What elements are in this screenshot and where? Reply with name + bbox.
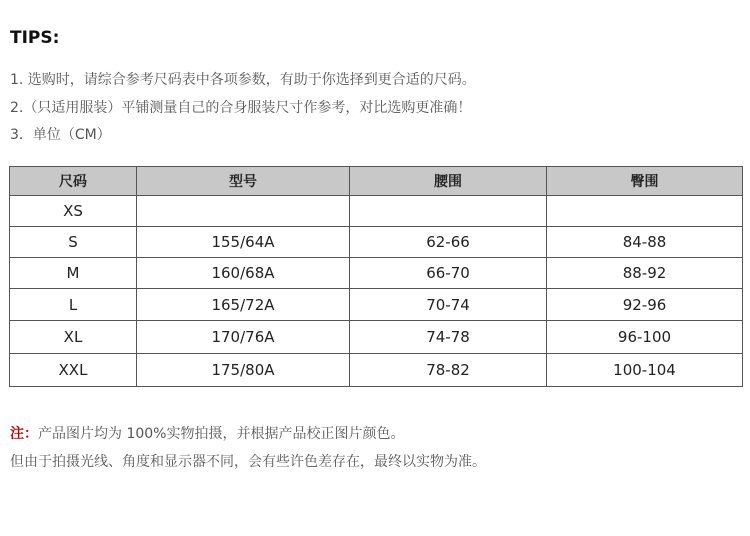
cell-model: 175/80A <box>137 354 350 387</box>
cell-model: 155/64A <box>137 227 350 258</box>
cell-waist: 78-82 <box>350 354 547 387</box>
note-line-2: 但由于拍摄光线、角度和显示器不同，会有些许色差存在，最终以实物为准。 <box>10 454 486 470</box>
table-row <box>10 258 743 289</box>
cell-model <box>137 196 350 227</box>
header-waist: 腰围 <box>350 167 547 196</box>
cell-model: 170/76A <box>137 321 350 354</box>
cell-size: S <box>10 227 137 258</box>
size-chart-table <box>9 166 743 387</box>
tip-line-3: 3．单位（CM） <box>10 127 111 143</box>
cell-hip: 100-104 <box>547 354 743 387</box>
cell-model: 160/68A <box>137 258 350 289</box>
tip-line-1: 1. 选购时，请综合参考尺码表中各项参数，有助于你选择到更合适的尺码。 <box>10 72 476 88</box>
cell-size: M <box>10 258 137 289</box>
cell-size: XL <box>10 321 137 354</box>
cell-waist <box>350 196 547 227</box>
header-model: 型号 <box>137 167 350 196</box>
table-header-row <box>10 167 743 196</box>
cell-waist: 66-70 <box>350 258 547 289</box>
tips-title: TIPS: <box>10 28 60 48</box>
table-row <box>10 321 743 354</box>
cell-waist: 62-66 <box>350 227 547 258</box>
table-row <box>10 227 743 258</box>
table-row <box>10 289 743 321</box>
cell-hip: 88-92 <box>547 258 743 289</box>
cell-hip: 84-88 <box>547 227 743 258</box>
note-line-1 <box>10 423 404 443</box>
cell-hip <box>547 196 743 227</box>
cell-waist: 74-78 <box>350 321 547 354</box>
cell-hip: 92-96 <box>547 289 743 321</box>
table-row <box>10 196 743 227</box>
header-hip: 臀围 <box>547 167 743 196</box>
tip-line-2: 2.（只适用服装）平铺测量自己的合身服装尺寸作参考，对比选购更准确！ <box>10 100 472 116</box>
cell-size: XS <box>10 196 137 227</box>
header-size: 尺码 <box>10 167 137 196</box>
table-row <box>10 354 743 387</box>
cell-model: 165/72A <box>137 289 350 321</box>
cell-waist: 70-74 <box>350 289 547 321</box>
cell-size: L <box>10 289 137 321</box>
cell-size: XXL <box>10 354 137 387</box>
cell-hip: 96-100 <box>547 321 743 354</box>
note-text-1: 产品图片均为 100%实物拍摄，并根据产品校正图片颜色。 <box>38 426 405 442</box>
note-label: 注： <box>10 426 38 442</box>
